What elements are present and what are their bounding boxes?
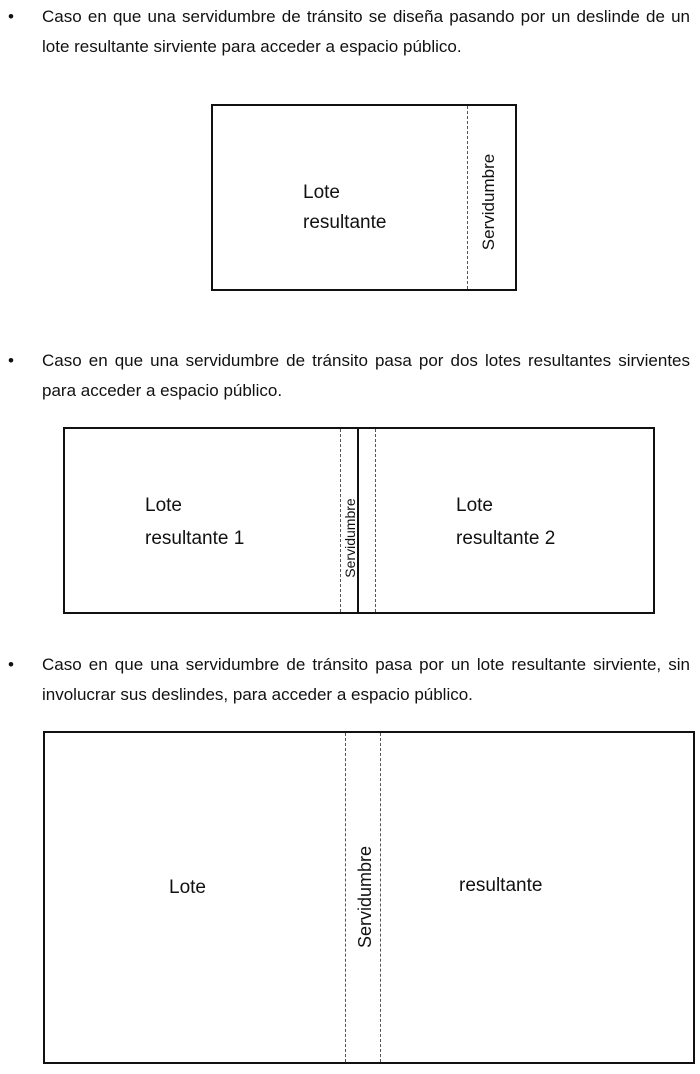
diagram-3-easement-label: Servidumbre [355, 845, 375, 949]
diagram-3-lot-label-right: resultante [459, 875, 543, 896]
bullet-marker: • [8, 7, 14, 26]
diagram-1-easement-line [467, 106, 468, 289]
diagram-2-lot1-label-line2: resultante 1 [145, 528, 245, 549]
diagram-2-lot-box [63, 427, 655, 614]
bullet-marker: • [8, 351, 14, 370]
diagram-3-lot-box [43, 731, 695, 1064]
case-1-text: Caso en que una servidumbre de tránsito se diseña pasando por un deslinde de un lote resultante sirviente para acceder a espacio público. [42, 7, 690, 56]
diagram-1-lot-label-line1: Lote [303, 182, 340, 203]
bullet-marker: • [8, 655, 14, 674]
diagram-2-easement-right-line [375, 429, 376, 612]
diagram-1-lot-box [211, 104, 517, 291]
case-2-text: Caso en que una servidumbre de tránsito pasa por dos lotes resultantes sirvientes para acceder a espacio público. [42, 351, 690, 400]
diagram-3-easement-right-line [380, 733, 381, 1062]
diagram-1-lot-label-line2: resultante [303, 212, 387, 233]
diagram-2-lot1-label-line1: Lote [145, 495, 182, 516]
case-3-text: Caso en que una servidumbre de tránsito pasa por un lote resultante sirviente, sin involucrar sus deslindes, para acceder a espacio público. [42, 655, 690, 704]
diagram-3-easement-left-line [345, 733, 346, 1062]
diagram-3-lot-label-left: Lote [169, 877, 206, 898]
diagram-2-easement-label: Servidumbre [342, 498, 358, 578]
diagram-2-lot2-label-line1: Lote [456, 495, 493, 516]
diagram-1-easement-label: Servidumbre [479, 153, 498, 251]
diagram-2-lot2-label-line2: resultante 2 [456, 528, 556, 549]
